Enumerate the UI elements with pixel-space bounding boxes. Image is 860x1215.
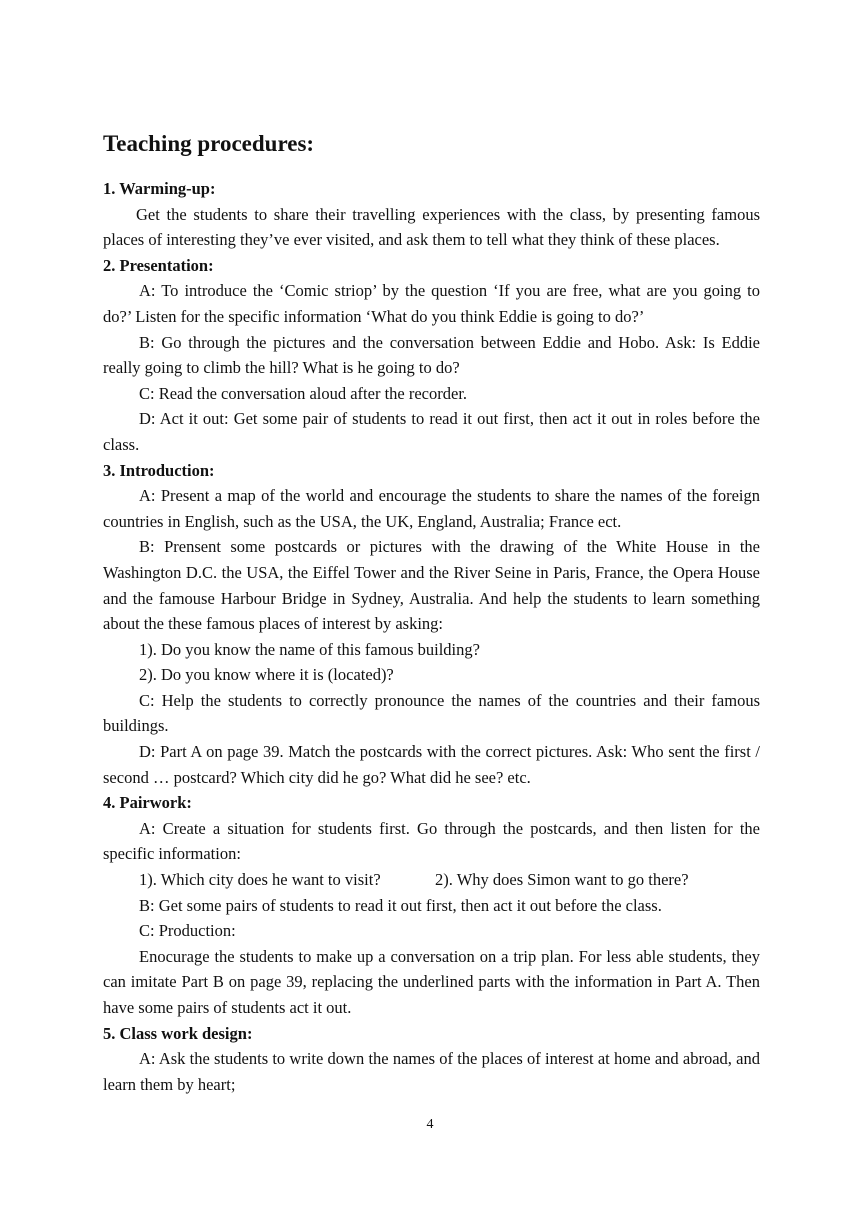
page-title: Teaching procedures: [103, 131, 315, 156]
question-item: 1). Which city does he want to visit? [139, 870, 381, 890]
section-heading-pairwork: 4. Pairwork: [103, 793, 192, 813]
section-heading-presentation: 2. Presentation: [103, 255, 214, 275]
page-number: 4 [426, 1117, 434, 1132]
section-heading-introduction: 3. Introduction: [103, 460, 215, 480]
question-row [103, 867, 760, 893]
paragraph: B: Get some pairs of students to read it out first, then act it out before the class. [139, 895, 662, 915]
question-item: 2). Why does Simon want to go there? [435, 870, 689, 890]
section-heading-class-work-design: 5. Class work design: [103, 1023, 253, 1043]
question-item: 2). Do you know where it is (located)? [139, 665, 394, 685]
paragraph: D: Part A on page 39. Match the postcards with the correct pictures. Ask: Who sent the first / second … postcard? Which city did he go? What did he see? etc. [103, 742, 760, 787]
paragraph: A: Ask the students to write down the names of the places of interest at home and abroad, and learn them by heart; [103, 1049, 760, 1094]
paragraph: C: Production: [139, 921, 236, 941]
section-heading-warming-up: 1. Warming-up: [103, 179, 216, 198]
paragraph: D: Act it out: Get some pair of students to read it out first, then act it out in roles before the class. [103, 409, 760, 454]
paragraph: Enocurage the students to make up a conversation on a trip plan. For less able students, they can imitate Part B on page 39, replacing the underlined parts with the information in Part A. Then have some pairs of students act it out. [103, 946, 760, 1017]
document-page [103, 128, 760, 1097]
paragraph: A: To introduce the ‘Comic striop’ by the question ‘If you are free, what are you going to do?’ Listen for the specific information ‘What do you think Eddie is going to do?’ [103, 281, 760, 326]
paragraph: B: Prensent some postcards or pictures with the drawing of the White House in the Washington D.C. the USA, the Eiffel Tower and the River Seine in Paris, France, the Opera House and the famouse Harbour Bridge in Sydney, Australia. And help the students to learn something about the these famous places of interest by asking: [103, 537, 760, 634]
paragraph: A: Create a situation for students first. Go through the postcards, and then listen for the specific information: [103, 818, 760, 864]
paragraph: C: Help the students to correctly pronounce the names of the countries and their famous buildings. [103, 690, 760, 736]
paragraph: A: Present a map of the world and encourage the students to share the names of the foreign countries in English, such as the USA, the UK, England, Australia; France ect. [103, 486, 760, 531]
question-item: 1). Do you know the name of this famous building? [139, 639, 480, 659]
paragraph: B: Go through the pictures and the conversation between Eddie and Hobo. Ask: Is Eddie really going to climb the hill? What is he going to do? [103, 332, 760, 378]
paragraph: Get the students to share their travelling experiences with the class, by presenting famous places of interesting they’ve ever visited, and ask them to tell what they think of these places. [103, 204, 760, 250]
paragraph: C: Read the conversation aloud after the recorder. [139, 383, 468, 403]
